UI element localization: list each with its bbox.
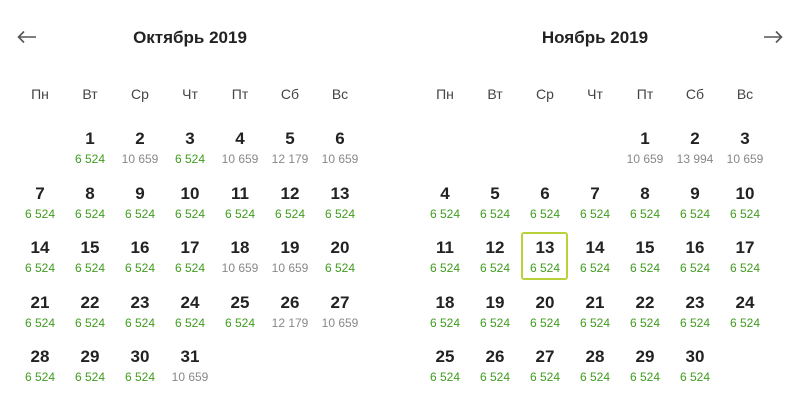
day-cell[interactable]	[720, 235, 770, 290]
day-number: 30	[130, 347, 150, 366]
day-price: 6 524	[274, 206, 306, 221]
day-number: 30	[685, 347, 705, 366]
day-price: 6 524	[74, 370, 106, 384]
day-cell[interactable]	[520, 290, 570, 345]
day-price: 10 659	[321, 152, 359, 166]
day-number: 28	[585, 347, 605, 366]
day-cell[interactable]	[620, 126, 670, 181]
day-price: 6 524	[629, 261, 661, 275]
day-cell[interactable]	[420, 344, 470, 399]
month-title: Ноябрь 2019	[541, 28, 649, 47]
day-price: 6 524	[74, 261, 106, 275]
day-price: 6 524	[479, 206, 511, 221]
day-cell[interactable]	[720, 181, 770, 236]
day-cell[interactable]	[165, 235, 215, 290]
day-cell[interactable]	[315, 290, 365, 345]
day-cell[interactable]	[265, 235, 315, 290]
day-cell[interactable]	[670, 126, 720, 181]
day-price: 10 659	[121, 152, 159, 166]
day-price: 6 524	[679, 261, 711, 275]
day-number: 11	[231, 183, 249, 203]
day-price: 6 524	[679, 315, 711, 330]
days-grid	[15, 126, 365, 399]
month-title: Октябрь 2019	[133, 28, 247, 47]
day-price: 13 994	[676, 152, 714, 166]
day-price: 6 524	[529, 206, 561, 221]
day-price: 6 524	[174, 315, 206, 330]
day-cell[interactable]	[315, 235, 365, 290]
day-cell[interactable]	[620, 290, 670, 345]
day-number: 21	[585, 292, 605, 312]
day-number: 17	[735, 238, 755, 257]
day-number: 23	[130, 292, 150, 312]
day-cell[interactable]	[115, 235, 165, 290]
day-number: 14	[30, 238, 50, 257]
day-number: 24	[180, 292, 200, 312]
day-cell[interactable]	[115, 181, 165, 236]
day-cell[interactable]	[470, 181, 520, 236]
day-number: 15	[635, 238, 655, 257]
day-cell[interactable]	[720, 126, 770, 181]
day-cell-selected[interactable]	[520, 235, 570, 290]
weekday-label: Чт	[182, 86, 198, 102]
day-cell[interactable]	[420, 181, 470, 236]
day-cell[interactable]	[470, 290, 520, 345]
day-price: 6 524	[529, 370, 561, 384]
day-cell[interactable]	[520, 181, 570, 236]
day-number: 21	[30, 292, 50, 312]
day-number: 2	[135, 129, 145, 148]
day-cell[interactable]	[620, 181, 670, 236]
day-number: 27	[330, 292, 350, 312]
day-cell[interactable]	[15, 235, 65, 290]
day-cell[interactable]	[165, 290, 215, 345]
day-number: 4	[440, 183, 450, 203]
day-number: 10	[180, 183, 200, 203]
day-price: 6 524	[529, 315, 561, 330]
day-number: 29	[635, 347, 655, 366]
day-cell[interactable]	[115, 126, 165, 181]
day-price: 6 524	[679, 206, 711, 221]
day-cell[interactable]	[570, 235, 620, 290]
day-price: 6 524	[174, 206, 206, 221]
day-number: 14	[585, 238, 605, 257]
day-number: 22	[635, 292, 655, 312]
empty-day-cell	[470, 126, 520, 181]
weekday-header	[420, 86, 770, 102]
day-price: 6 524	[629, 370, 661, 384]
day-cell[interactable]	[265, 126, 315, 181]
day-price: 6 524	[124, 261, 156, 275]
day-number: 29	[80, 347, 100, 366]
day-cell[interactable]	[65, 344, 115, 399]
day-cell[interactable]	[470, 344, 520, 399]
day-cell[interactable]	[570, 181, 620, 236]
day-cell[interactable]	[570, 344, 620, 399]
day-number: 25	[435, 347, 455, 366]
weekday-label: Вс	[736, 86, 754, 102]
day-price: 6 524	[529, 261, 561, 275]
day-number: 28	[30, 347, 50, 366]
day-number: 19	[485, 292, 505, 312]
day-number: 4	[235, 129, 245, 148]
day-number: 18	[230, 238, 250, 257]
day-cell[interactable]	[65, 290, 115, 345]
day-number: 9	[690, 183, 700, 203]
day-number: 12	[485, 238, 505, 257]
day-number: 25	[230, 292, 250, 312]
day-number: 8	[640, 183, 650, 203]
day-price: 6 524	[579, 315, 611, 330]
day-cell[interactable]	[65, 235, 115, 290]
day-price: 6 524	[124, 206, 156, 221]
empty-day-cell	[420, 126, 470, 181]
day-cell[interactable]	[315, 126, 365, 181]
day-number: 15	[80, 238, 100, 257]
day-price: 6 524	[174, 152, 206, 166]
day-number: 18	[435, 292, 455, 312]
day-price: 6 524	[729, 315, 761, 330]
day-price: 6 524	[224, 206, 256, 221]
day-cell[interactable]	[165, 181, 215, 236]
day-number: 20	[535, 292, 555, 312]
day-number: 2	[690, 129, 700, 148]
day-price: 6 524	[629, 315, 661, 330]
day-price: 10 659	[321, 315, 359, 330]
empty-day-cell	[15, 126, 65, 181]
day-cell[interactable]	[265, 181, 315, 236]
day-price: 6 524	[224, 315, 256, 330]
day-price: 6 524	[479, 261, 511, 275]
day-price: 6 524	[74, 152, 106, 166]
weekday-label: Сб	[280, 86, 300, 102]
day-price: 6 524	[324, 206, 356, 221]
day-price: 6 524	[629, 206, 661, 221]
day-cell[interactable]	[15, 344, 65, 399]
day-price: 6 524	[24, 370, 56, 384]
day-price: 6 524	[24, 206, 56, 221]
day-price: 6 524	[429, 206, 461, 221]
day-number: 27	[535, 347, 555, 366]
day-number: 7	[590, 183, 600, 203]
day-price: 6 524	[579, 206, 611, 221]
day-number: 26	[280, 292, 300, 312]
weekday-label: Сб	[685, 86, 705, 102]
day-price: 6 524	[479, 370, 511, 384]
day-price: 6 524	[124, 370, 156, 384]
day-number: 13	[535, 238, 555, 257]
day-cell[interactable]	[720, 290, 770, 345]
weekday-label: Вс	[331, 86, 349, 102]
day-cell[interactable]	[470, 235, 520, 290]
day-cell[interactable]	[670, 344, 720, 399]
day-price: 6 524	[74, 315, 106, 330]
day-number: 12	[280, 183, 300, 203]
weekday-label: Ср	[536, 86, 554, 102]
day-number: 3	[185, 129, 195, 148]
weekday-label: Вт	[487, 86, 503, 102]
day-price: 6 524	[24, 315, 56, 330]
day-price: 6 524	[24, 261, 56, 275]
day-price: 6 524	[429, 261, 461, 275]
days-grid	[420, 126, 770, 399]
day-number: 3	[740, 129, 750, 148]
day-price: 6 524	[579, 370, 611, 384]
weekday-header	[15, 86, 365, 102]
day-number: 17	[180, 238, 200, 257]
day-price: 10 659	[626, 152, 664, 166]
day-number: 7	[35, 183, 45, 203]
day-cell[interactable]	[670, 235, 720, 290]
day-cell[interactable]	[570, 290, 620, 345]
day-cell[interactable]	[15, 290, 65, 345]
day-cell[interactable]	[215, 181, 265, 236]
empty-day-cell	[570, 126, 620, 181]
day-price: 12 179	[271, 315, 309, 330]
day-price: 6 524	[579, 261, 611, 275]
weekday-label: Пт	[636, 86, 654, 102]
weekday-label: Чт	[587, 86, 603, 102]
day-number: 23	[685, 292, 705, 312]
day-number: 19	[280, 238, 300, 257]
day-price: 10 659	[271, 261, 309, 275]
day-price: 10 659	[726, 152, 764, 166]
day-number: 11	[436, 238, 454, 257]
day-cell[interactable]	[670, 290, 720, 345]
day-price: 6 524	[729, 261, 761, 275]
day-number: 24	[735, 292, 755, 312]
day-price: 6 524	[429, 370, 461, 384]
day-number: 20	[330, 238, 350, 257]
day-number: 8	[85, 183, 95, 203]
day-cell[interactable]	[115, 290, 165, 345]
day-price: 6 524	[124, 315, 156, 330]
day-cell[interactable]	[115, 344, 165, 399]
day-cell[interactable]	[15, 181, 65, 236]
day-cell[interactable]	[620, 344, 670, 399]
day-number: 16	[130, 238, 150, 257]
weekday-label: Ср	[131, 86, 149, 102]
day-price: 6 524	[324, 261, 356, 275]
day-price: 12 179	[271, 152, 309, 166]
day-number: 6	[540, 183, 550, 203]
day-cell[interactable]	[520, 344, 570, 399]
day-cell[interactable]	[165, 126, 215, 181]
day-number: 16	[685, 238, 705, 257]
day-number: 5	[490, 183, 500, 203]
day-number: 13	[330, 183, 350, 203]
day-cell[interactable]	[215, 290, 265, 345]
weekday-label: Пн	[31, 86, 49, 102]
day-cell[interactable]	[420, 235, 470, 290]
day-price: 6 524	[74, 206, 106, 221]
day-cell[interactable]	[265, 290, 315, 345]
weekday-label: Пт	[231, 86, 249, 102]
day-cell[interactable]	[620, 235, 670, 290]
day-price: 6 524	[174, 261, 206, 275]
day-price: 10 659	[171, 370, 209, 384]
day-number: 9	[135, 183, 145, 203]
day-number: 26	[485, 347, 505, 366]
day-price: 6 524	[679, 370, 711, 384]
day-price: 6 524	[479, 315, 511, 330]
day-cell[interactable]	[215, 126, 265, 181]
weekday-label: Вт	[82, 86, 98, 102]
day-number: 1	[640, 129, 650, 148]
day-number: 22	[80, 292, 100, 312]
day-number: 1	[85, 129, 95, 148]
day-price: 6 524	[429, 315, 461, 330]
day-cell[interactable]	[215, 235, 265, 290]
day-cell[interactable]	[65, 181, 115, 236]
day-price: 10 659	[221, 152, 259, 166]
day-number: 5	[285, 129, 295, 148]
day-cell[interactable]	[420, 290, 470, 345]
day-price: 6 524	[729, 206, 761, 221]
day-cell[interactable]	[315, 181, 365, 236]
day-number: 6	[335, 129, 345, 148]
day-number: 10	[735, 183, 755, 203]
day-cell[interactable]	[65, 126, 115, 181]
day-price: 10 659	[221, 261, 259, 275]
empty-day-cell	[520, 126, 570, 181]
day-number: 31	[180, 347, 200, 366]
weekday-label: Пн	[436, 86, 454, 102]
day-cell[interactable]	[670, 181, 720, 236]
day-cell[interactable]	[165, 344, 215, 399]
